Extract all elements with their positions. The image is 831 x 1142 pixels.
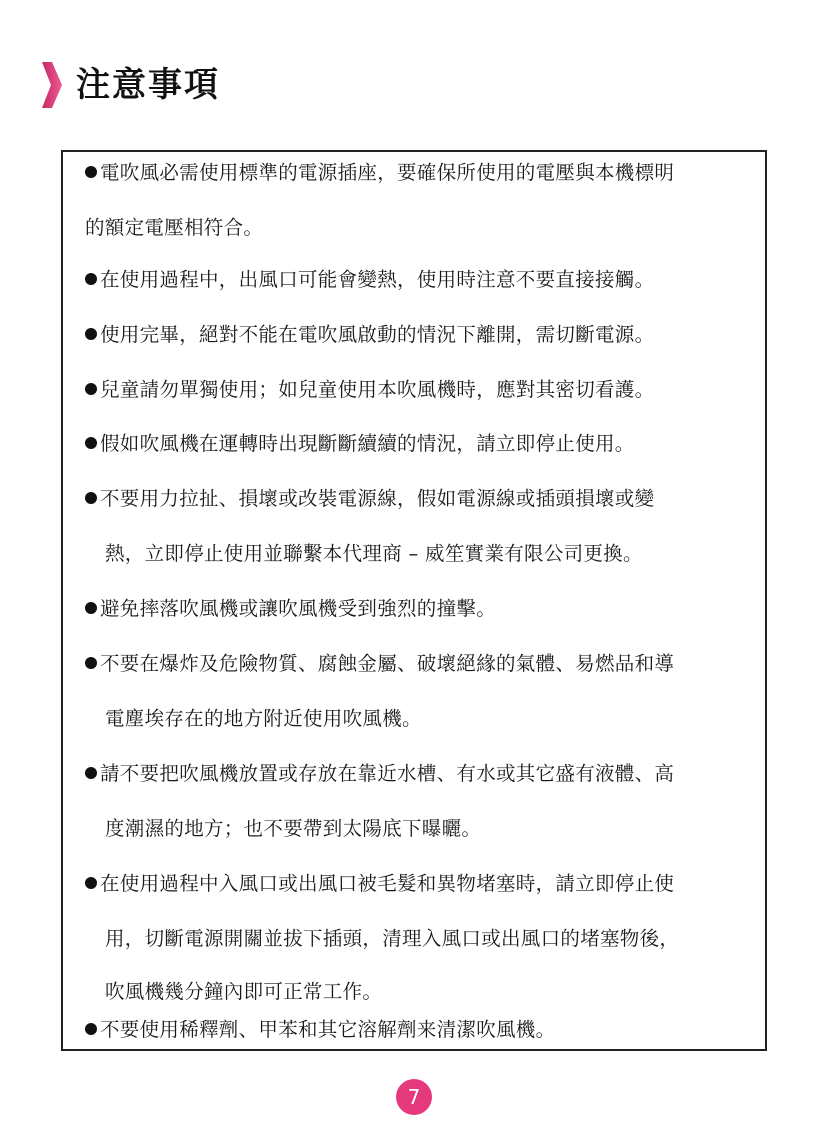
- notice-continuation: [85, 214, 263, 242]
- notice-text: 使用完畢，絕對不能在電吹風啟動的情況下離開，需切斷電源。: [100, 323, 655, 346]
- bullet-icon: [85, 437, 97, 449]
- notice-continuation: [105, 815, 481, 843]
- bullet-icon: [85, 657, 97, 669]
- notice-box: [61, 150, 767, 1051]
- notice-item: [85, 159, 674, 187]
- notice-text: 不要用力拉扯、損壞或改裝電源線，假如電源線或插頭損壞或變: [100, 487, 655, 510]
- notice-text: 在使用過程中，出風口可能會變熱，使用時注意不要直接接觸。: [100, 268, 655, 291]
- notice-text: 在使用過程中入風口或出風口被毛髮和異物堵塞時，請立即停止使: [100, 872, 675, 895]
- bullet-icon: [85, 328, 97, 340]
- notice-continuation: [105, 540, 643, 568]
- notice-continuation: [105, 978, 382, 1006]
- notice-item: [85, 1016, 555, 1044]
- page-number-badge: 7: [396, 1079, 432, 1115]
- notice-text: 兒童請勿單獨使用；如兒童使用本吹風機時，應對其密切看護。: [100, 378, 655, 401]
- notice-text: 避免摔落吹風機或讓吹風機受到強烈的撞擊。: [100, 597, 497, 620]
- notice-text: 度潮濕的地方；也不要帶到太陽底下曝曬。: [105, 817, 482, 840]
- bullet-icon: [85, 602, 97, 614]
- bullet-icon: [85, 767, 97, 779]
- notice-item: [85, 760, 674, 788]
- notice-item: [85, 266, 654, 294]
- bullet-icon: [85, 383, 97, 395]
- notice-text: 不要使用稀釋劑、甲苯和其它溶解劑来清潔吹風機。: [100, 1018, 556, 1041]
- notice-continuation: [105, 925, 679, 953]
- notice-item: [85, 430, 635, 458]
- notice-text: 電吹風必需使用標準的電源插座，要確保所使用的電壓與本機標明: [100, 161, 675, 184]
- notice-text: 的額定電壓相符合。: [85, 216, 264, 239]
- notice-text: 吹風機幾分鐘內即可正常工作。: [105, 980, 383, 1003]
- notice-item: [85, 485, 654, 513]
- chevron-marker-icon: [42, 62, 62, 108]
- bullet-icon: [85, 1023, 97, 1035]
- notice-text: 不要在爆炸及危險物質、腐蝕金屬、破壞絕緣的氣體、易燃品和導: [100, 652, 675, 675]
- notice-continuation: [105, 705, 422, 733]
- notice-item: [85, 376, 654, 404]
- bullet-icon: [85, 273, 97, 285]
- notice-item: [85, 870, 674, 898]
- notice-item: [85, 650, 674, 678]
- bullet-icon: [85, 166, 97, 178]
- notice-text: 假如吹風機在運轉時出現斷斷續續的情況，請立即停止使用。: [100, 432, 635, 455]
- notice-text: 電塵埃存在的地方附近使用吹風機。: [105, 707, 422, 730]
- page-title: 注意事項: [76, 65, 220, 105]
- notice-item: [85, 321, 654, 349]
- notice-text: 請不要把吹風機放置或存放在靠近水槽、有水或其它盛有液體、高: [100, 762, 675, 785]
- notice-text: 熱，立即停止使用並聯繫本代理商 – 威笙實業有限公司更換。: [105, 542, 643, 565]
- bullet-icon: [85, 492, 97, 504]
- notice-text: 用，切斷電源開關並拔下插頭，清理入風口或出風口的堵塞物後，: [105, 927, 680, 950]
- notice-item: [85, 595, 496, 623]
- bullet-icon: [85, 877, 97, 889]
